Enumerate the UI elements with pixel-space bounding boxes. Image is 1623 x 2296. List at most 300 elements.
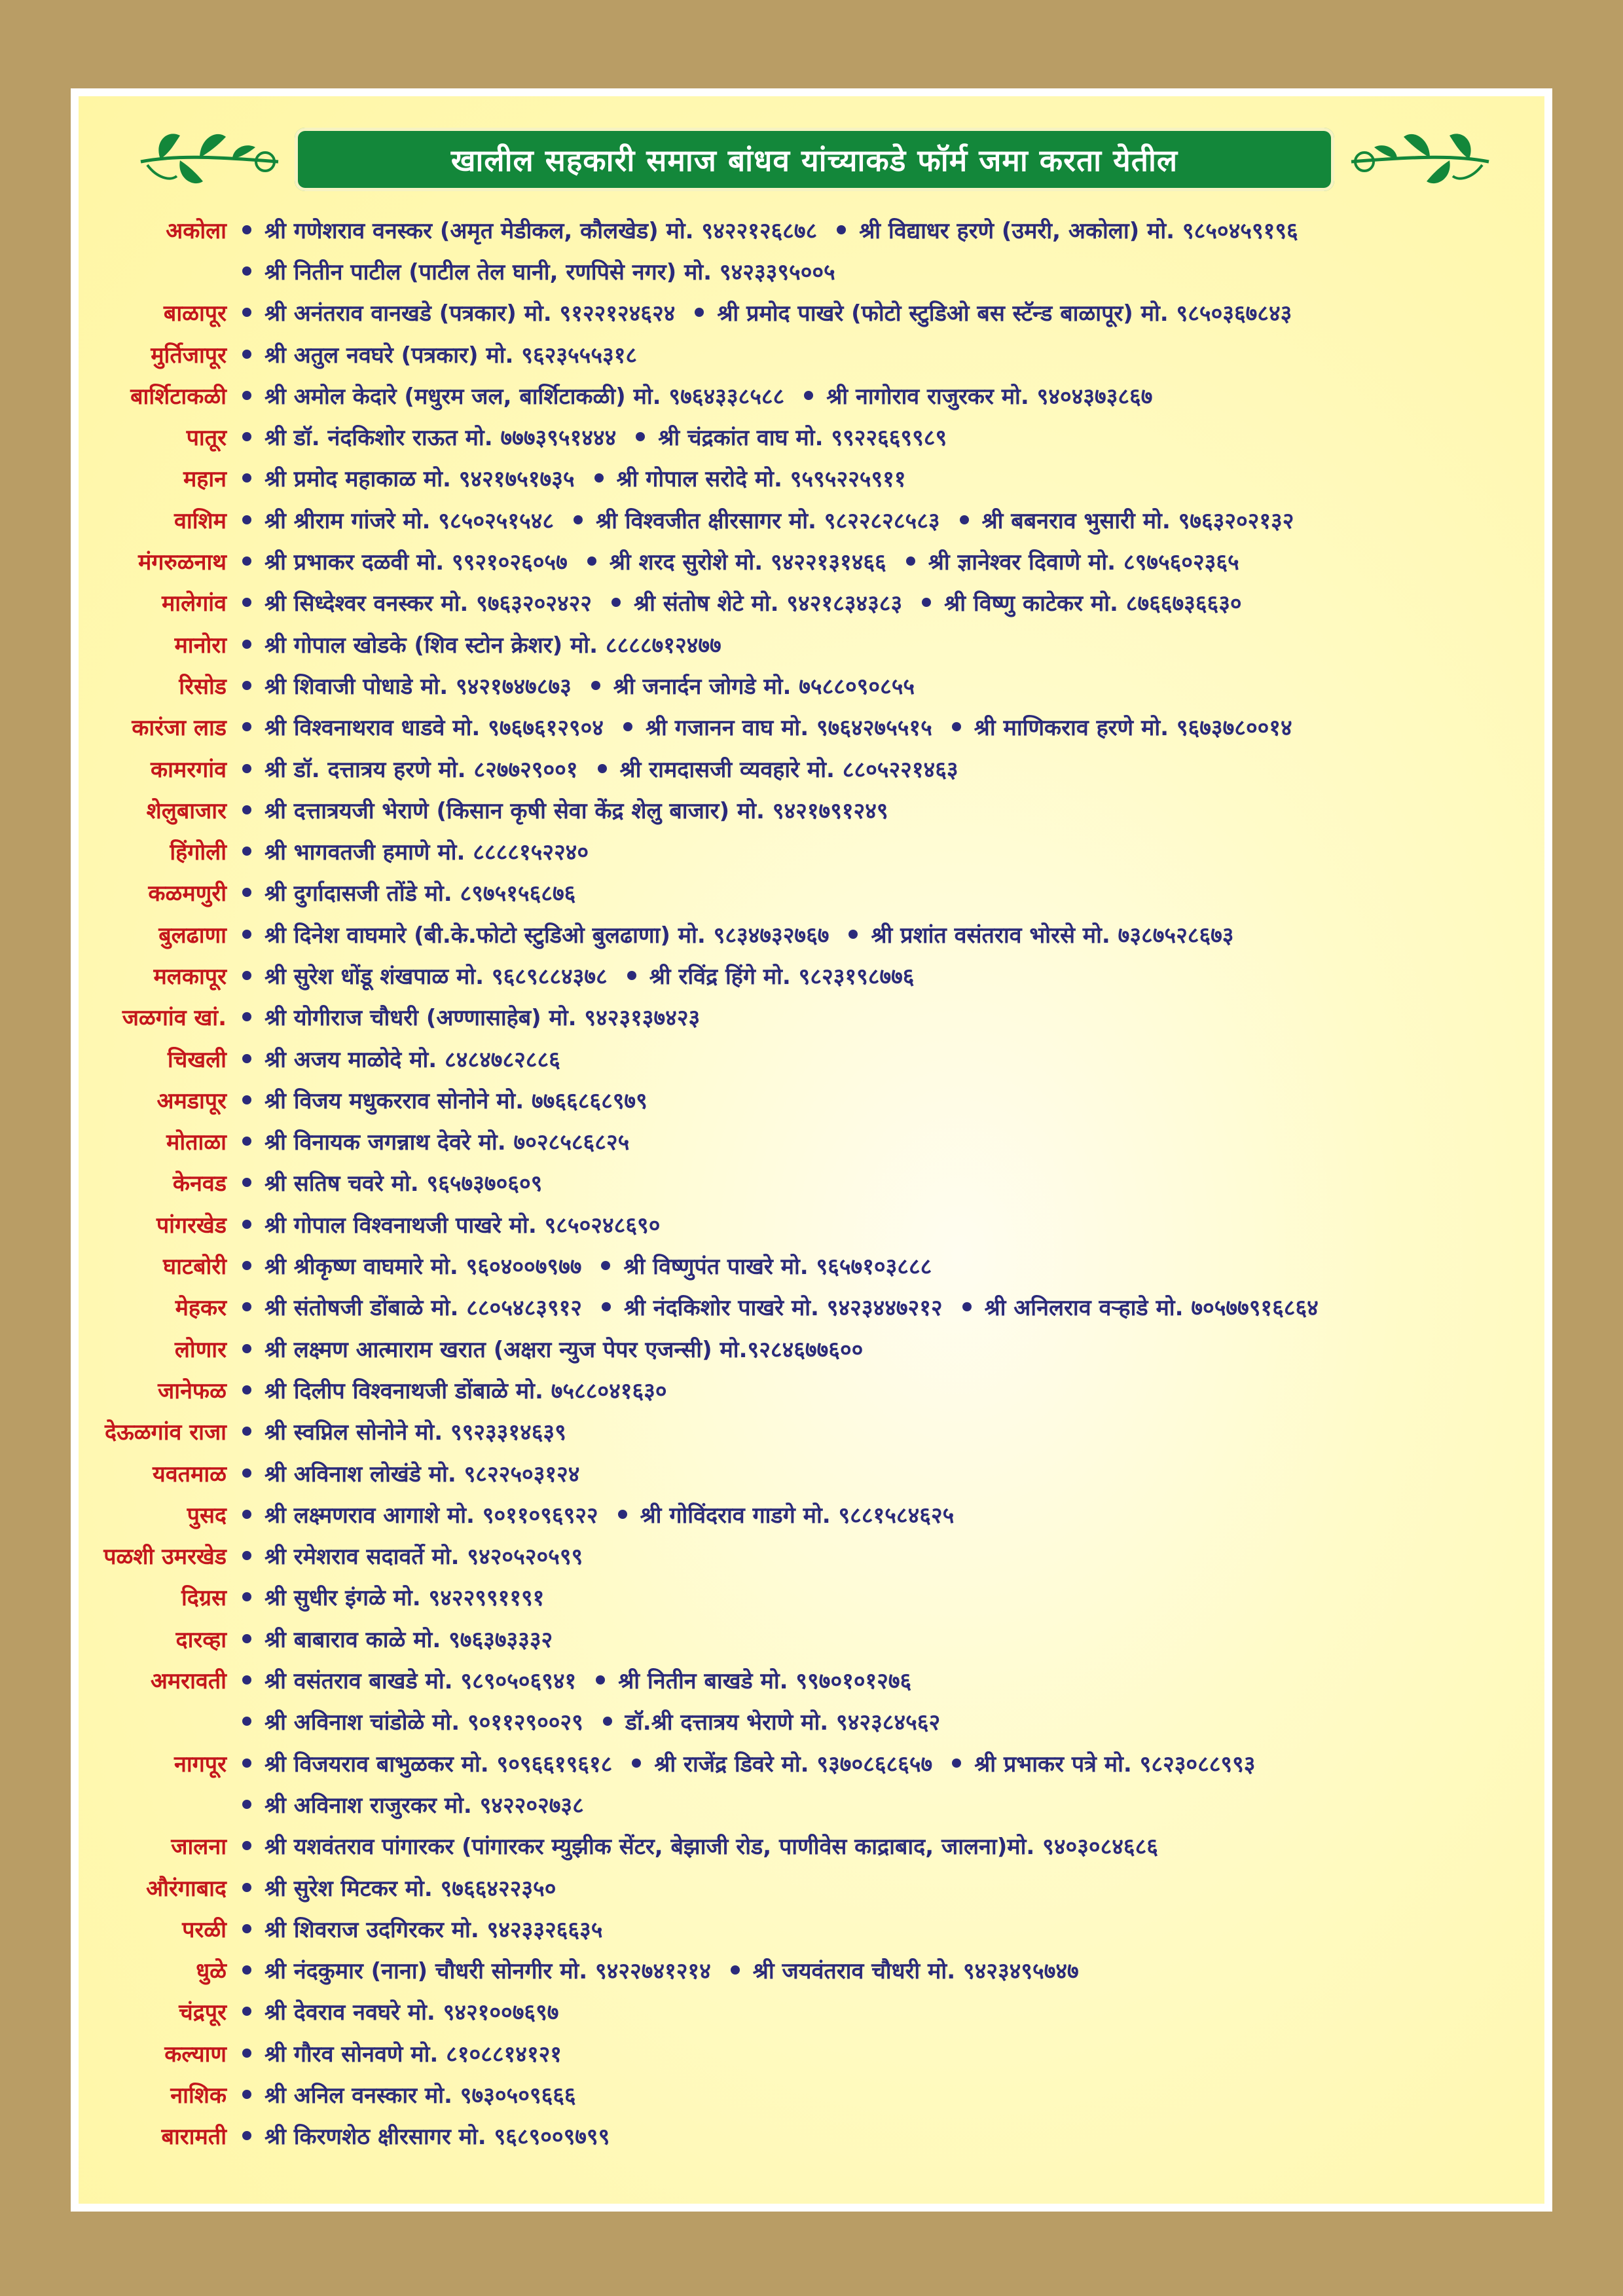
- entries: [242, 1872, 575, 1903]
- bullet-icon: [242, 2049, 251, 2058]
- contact-text: श्री गणेशराव वनस्कर (अमृत मेडीकल, कौलखेड) मो. ९४२२१२६८७८: [264, 217, 818, 244]
- contact-text: श्री वसंतराव बाखडे मो. ९८९०५०६९४१: [264, 1668, 577, 1695]
- place-name: धुळे: [196, 1958, 227, 1985]
- contact-row: [79, 1328, 1544, 1369]
- bullet-icon: [242, 1012, 251, 1021]
- entries: [242, 1996, 578, 2026]
- contact-text: श्री प्रमोद पाखरे (फोटो स्टुडिओ बस स्टॅन्ड बाळापूर) मो. ९८५०३६७८४३: [717, 301, 1292, 327]
- entries: [242, 1334, 883, 1364]
- entries: [242, 2038, 581, 2068]
- contact-entry: [636, 422, 947, 452]
- contact-text: श्री नंदकुमार (नाना) चौधरी सोनगीर मो. ९४२२७४१२१४: [264, 1958, 711, 1985]
- bullet-icon: [242, 1261, 251, 1270]
- bullet-icon: [603, 1717, 612, 1726]
- bullet-icon: [804, 391, 813, 400]
- contact-text: श्री शरद सुरोशे मो. ९४२२१३१४६६: [609, 549, 886, 576]
- contact-row: [79, 665, 1544, 706]
- contact-entry: [242, 1748, 612, 1778]
- contact-row: [79, 1618, 1544, 1659]
- place-name: औरंगाबाद: [146, 1875, 227, 1902]
- place-name: मेहकर: [175, 1295, 227, 1322]
- contact-entry: [242, 1665, 576, 1695]
- place-name: मालेगांव: [161, 591, 227, 617]
- entries: [242, 380, 1172, 410]
- contact-text: श्री सिध्देश्वर वनस्कर मो. ९७६३२०२४२२: [264, 591, 592, 617]
- place-name: कळमणुरी: [148, 881, 227, 907]
- place-name: अकोला: [166, 217, 227, 244]
- contact-entry: [242, 1167, 542, 1197]
- bullet-icon: [242, 266, 251, 276]
- contact-row: [79, 1493, 1544, 1535]
- bullet-icon: [960, 515, 969, 524]
- contact-text: डॉ.श्री दत्तात्रय भेराणे मो. ९४२३८४५६२: [625, 1709, 941, 1736]
- bullet-icon: [636, 432, 645, 441]
- bullet-icon: [601, 1261, 610, 1270]
- entries: [242, 1085, 667, 1115]
- place-name: नाशिक: [170, 2083, 227, 2109]
- contact-row: [79, 292, 1544, 333]
- contact-entry: [602, 1292, 943, 1322]
- entries: [242, 919, 1254, 949]
- bullet-icon: [962, 1302, 972, 1311]
- contact-row: [79, 1783, 1544, 1825]
- contact-text: श्री सतिष चवरे मो. ९६५७३७०६०९: [264, 1171, 543, 1197]
- leaf-ornament-icon: [1345, 116, 1495, 201]
- entries: [242, 1540, 602, 1571]
- contact-entry: [242, 877, 575, 907]
- place-name: मोताळा: [166, 1129, 227, 1156]
- bullet-icon: [242, 1220, 251, 1229]
- place-name: लोणार: [174, 1336, 227, 1363]
- banner-title: खालील सहकारी समाज बांधव यांच्याकडे फॉर्म जमा करता येतील: [295, 128, 1334, 191]
- contact-entry: [242, 1540, 583, 1571]
- bullet-icon: [242, 1717, 251, 1726]
- bullet-icon: [242, 391, 251, 400]
- bullet-icon: [602, 1302, 611, 1311]
- bullet-icon: [574, 515, 583, 524]
- place-name: पुसद: [187, 1502, 227, 1529]
- contact-text: श्री दत्तात्रयजी भेराणे (किसान कृषी सेवा केंद्र शेलु बाजार) मो. ९४२१७९१२४९: [264, 797, 888, 824]
- contact-text: श्री शिवराज उदगिरकर मो. ९४२३३२६६३५: [264, 1916, 603, 1943]
- contact-list: [79, 209, 1544, 2157]
- entries: [242, 1831, 1178, 1861]
- bullet-icon: [242, 1965, 251, 1975]
- contact-entry: [242, 422, 616, 452]
- contact-entry: [242, 2038, 562, 2068]
- entries: [242, 1167, 562, 1197]
- contact-row: [79, 374, 1544, 416]
- bullet-icon: [242, 556, 251, 566]
- contact-entry: [242, 215, 817, 245]
- bullet-icon: [242, 1592, 251, 1601]
- contact-text: श्री अविनाश चांडोळे मो. ९०११२९००२९: [264, 1709, 583, 1736]
- entries: [242, 960, 934, 991]
- contact-entry: [242, 339, 637, 369]
- contact-entry: [242, 960, 608, 991]
- place-name: केनवड: [172, 1171, 227, 1197]
- entries: [242, 587, 1262, 617]
- place-name: पांगरखेड: [156, 1212, 227, 1239]
- entries: [242, 712, 1312, 742]
- contact-entry: [627, 960, 915, 991]
- contact-entry: [242, 297, 675, 327]
- contact-entry: [242, 1375, 667, 1405]
- bullet-icon: [587, 556, 596, 566]
- bullet-icon: [598, 764, 607, 773]
- contact-entry: [242, 256, 835, 286]
- contact-text: श्री किरणशेठ क्षीरसागर मो. ९६८९००९७९९: [264, 2124, 610, 2151]
- contact-text: श्री डॉ. नंदकिशोर राऊत मो. ७७७३९५१४४४: [264, 425, 617, 452]
- bullet-icon: [591, 681, 600, 690]
- contact-text: श्री विष्णुपंत पाखरे मो. ९६५७१०३८८८: [623, 1254, 932, 1281]
- bullet-icon: [242, 1924, 251, 1933]
- contact-text: श्री विजय मधुकरराव सोनोने मो. ७७६६८६८९७९: [264, 1087, 647, 1114]
- entries: [242, 546, 1259, 576]
- place-name: चिखली: [167, 1046, 227, 1073]
- bullet-icon: [242, 225, 251, 234]
- bullet-icon: [242, 681, 251, 690]
- contact-entry: [242, 1044, 560, 1074]
- contact-entry: [598, 754, 958, 784]
- contact-entry: [804, 380, 1152, 410]
- contact-entry: [242, 1706, 583, 1736]
- contact-text: श्री प्रशांत वसंतराव भोरसे मो. ७३८७५२८६७३: [871, 922, 1234, 949]
- place-name: जानेफळ: [158, 1377, 227, 1404]
- contact-text: श्री रामदासजी व्यवहारे मो. ८८०५२२१४६३: [619, 756, 958, 783]
- contact-text: श्री विजयराव बाभुळकर मो. ९०९६६१९६१८: [264, 1751, 613, 1777]
- bullet-icon: [242, 1800, 251, 1809]
- contact-text: श्री विश्वजीत क्षीरसागर मो. ९८२२८२८५८३: [596, 507, 940, 534]
- contact-entry: [242, 380, 784, 410]
- bullet-icon: [242, 1095, 251, 1104]
- contact-text: श्री जयवंतराव चौधरी मो. ९४२३४९५७४७: [752, 1958, 1079, 1985]
- entries: [242, 215, 1318, 245]
- entries: [242, 1624, 572, 1654]
- contact-text: श्री प्रभाकर पत्रे मो. ९८२३०८८९९३: [974, 1751, 1256, 1777]
- contact-text: श्री सुधीर इंगळे मो. ९४२२९९११९१: [264, 1585, 545, 1612]
- contact-text: श्री विद्याधर हरणे (उमरी, अकोला) मो. ९८५०४५९१९६: [859, 217, 1298, 244]
- page-frame: [71, 88, 1552, 2212]
- bullet-icon: [242, 888, 251, 897]
- bullet-icon: [242, 598, 251, 607]
- bullet-icon: [242, 308, 251, 317]
- bullet-icon: [242, 1427, 251, 1436]
- contact-row: [79, 1203, 1544, 1245]
- contact-row: [79, 955, 1544, 996]
- entries: [242, 1250, 951, 1281]
- entries: [242, 1955, 1099, 1985]
- contact-row: [79, 748, 1544, 789]
- entries: [242, 1499, 974, 1529]
- contact-entry: [952, 712, 1292, 742]
- place-name: यवतमाळ: [153, 1461, 227, 1487]
- bullet-icon: [242, 847, 251, 856]
- place-name: दारव्हा: [175, 1626, 227, 1653]
- entries: [242, 1375, 687, 1405]
- contact-entry: [601, 1250, 932, 1281]
- place-name: चंद्रपूर: [179, 1999, 227, 2026]
- entries: [242, 1706, 960, 1736]
- entries: [242, 2079, 596, 2109]
- contact-text: श्री प्रमोद महाकाळ मो. ९४२१७५१७३५: [264, 466, 575, 493]
- entries: [242, 1292, 1338, 1322]
- place-name: रिसोड: [179, 673, 227, 700]
- contact-text: श्री प्रभाकर दळवी मो. ९९२१०२६०५७: [264, 549, 568, 576]
- entries: [242, 1458, 599, 1488]
- contact-entry: [242, 546, 568, 576]
- contact-entry: [242, 836, 589, 866]
- entries: [242, 877, 595, 907]
- contact-text: श्री अमोल केदारे (मधुरम जल, बार्शिटाकळी) मो. ९७६४३३८५८८: [264, 383, 785, 410]
- contact-entry: [242, 919, 829, 949]
- contact-entry: [242, 795, 888, 825]
- contact-row: [79, 1825, 1544, 1867]
- contact-entry: [242, 505, 554, 535]
- place-name: पळशी उमरखेड: [103, 1544, 227, 1571]
- contact-row: [79, 1245, 1544, 1286]
- contact-text: श्री अविनाश लोखंडे मो. ९८२२५०३१२४: [264, 1461, 580, 1487]
- contact-text: श्री गोविंदराव गाडगे मो. ९८८१५८४६२५: [640, 1502, 955, 1529]
- contact-entry: [242, 629, 721, 659]
- contact-entry: [242, 1126, 629, 1156]
- bullet-icon: [242, 2131, 251, 2140]
- contact-text: श्री डॉ. दत्तात्रय हरणे मो. ८२७७२९००१: [264, 756, 578, 783]
- contact-row: [79, 2073, 1544, 2115]
- contact-entry: [960, 505, 1294, 535]
- place-name: देऊळगांव राजा: [104, 1419, 227, 1446]
- bullet-icon: [632, 1758, 641, 1768]
- bullet-icon: [242, 1137, 251, 1146]
- contact-entry: [603, 1706, 940, 1736]
- contact-row: [79, 333, 1544, 374]
- contact-row: [79, 1742, 1544, 1783]
- place-name: वाशिम: [174, 507, 227, 534]
- contact-row: [79, 1079, 1544, 1120]
- contact-text: श्री जनार्दन जोगडे मो. ७५८८०९०८५५: [613, 673, 915, 700]
- entries: [242, 1002, 720, 1032]
- contact-entry: [242, 1002, 700, 1032]
- entries: [242, 1126, 649, 1156]
- entries: [242, 339, 657, 369]
- bullet-icon: [242, 2090, 251, 2099]
- contact-text: श्री राजेंद्र डिवरे मो. ९३७०८६८६५७: [654, 1751, 933, 1777]
- place-name: शेलुबाजार: [146, 797, 227, 824]
- contact-text: श्री नंदकिशोर पाखरे मो. ९४२३४४७२१२: [624, 1295, 943, 1322]
- contact-entry: [242, 1499, 598, 1529]
- entries: [242, 256, 855, 286]
- contact-text: श्री संतोषजी डोंबाळे मो. ८८०५४८३९१२: [264, 1295, 582, 1322]
- contact-row: [79, 1659, 1544, 1700]
- place-name: बाळापूर: [163, 301, 227, 327]
- entries: [242, 1416, 586, 1446]
- contact-text: श्री ज्ञानेश्वर दिवाणे मो. ८९७५६०२३६५: [928, 549, 1239, 576]
- contact-entry: [242, 712, 604, 742]
- bullet-icon: [242, 1758, 251, 1768]
- leaf-ornament-icon: [134, 116, 285, 201]
- contact-row: [79, 2115, 1544, 2157]
- entries: [242, 1914, 622, 1944]
- contact-row: [79, 623, 1544, 665]
- contact-text: श्री योगीराज चौधरी (अण्णासाहेब) मो. ९४२३१३७४२३: [264, 1005, 701, 1032]
- place-name: बारामती: [161, 2124, 227, 2151]
- contact-entry: [242, 2079, 576, 2109]
- place-name: दिग्रस: [181, 1585, 227, 1612]
- bullet-icon: [618, 1510, 627, 1519]
- place-name: मानोरा: [174, 632, 227, 659]
- contact-text: श्री अनिलराव वऱ्हाडे मो. ७०५७७९१६८६४: [984, 1295, 1319, 1322]
- place-name: पातूर: [186, 425, 227, 452]
- contact-entry: [242, 1914, 602, 1944]
- bullet-icon: [848, 930, 858, 939]
- contact-row: [79, 872, 1544, 913]
- contact-text: श्री दिनेश वाघमारे (बी.के.फोटो स्टुडिओ बुलढाणा) मो. ९८३४७३२७६७: [264, 922, 830, 949]
- contact-entry: [242, 1334, 863, 1364]
- bullet-icon: [242, 722, 251, 731]
- bullet-icon: [242, 930, 251, 939]
- entries: [242, 1209, 680, 1239]
- content-panel: [79, 96, 1544, 2204]
- place-name: कारंजा लाड: [132, 715, 227, 742]
- contact-text: श्री गोपाल सरोदे मो. ९५९५२२५९११: [616, 466, 906, 493]
- contact-row: [79, 1162, 1544, 1203]
- contact-text: श्री गोपाल विश्वनाथजी पाखरे मो. ९८५०२४८६९०: [264, 1212, 661, 1239]
- bullet-icon: [627, 971, 636, 980]
- entries: [242, 670, 934, 701]
- bullet-icon: [242, 1054, 251, 1063]
- place-name: परळी: [182, 1916, 227, 1943]
- contact-text: श्री नागोराव राजुरकर मो. ९४०४३७३८६७: [826, 383, 1153, 410]
- contact-entry: [632, 1748, 932, 1778]
- contact-text: श्री नितीन पाटील (पाटील तेल घानी, रणपिसे नगर) मो. ९४२३३९५००५: [264, 259, 835, 285]
- contact-entry: [591, 670, 915, 701]
- bullet-icon: [242, 1551, 251, 1560]
- contact-row: [79, 458, 1544, 499]
- bullet-icon: [594, 473, 604, 483]
- contact-text: श्री नितीन बाखडे मो. ९९७०१०१२७६: [618, 1668, 912, 1695]
- place-name: मुर्तिजापूर: [151, 342, 227, 369]
- bullet-icon: [837, 225, 846, 234]
- contact-text: श्री अजय माळोदे मो. ८४८४७८२८८६: [264, 1046, 560, 1073]
- contact-entry: [242, 1996, 558, 2026]
- entries: [242, 422, 966, 452]
- contact-entry: [242, 1209, 660, 1239]
- contact-text: श्री अनिल वनस्कार मो. ९७३०५०९६६६: [264, 2083, 576, 2109]
- place-name: मलकापूर: [153, 963, 227, 990]
- entries: [242, 1582, 564, 1612]
- bullet-icon: [596, 1675, 605, 1685]
- contact-row: [79, 250, 1544, 291]
- contact-text: श्री गौरव सोनवणे मो. ८१०८८१४१२१: [264, 2041, 562, 2068]
- contact-entry: [962, 1292, 1319, 1322]
- contact-text: श्री यशवंतराव पांगारकर (पांगारकर म्युझीक सेंटर, बेझाजी रोड, पाणीवेस काद्राबाद, जालना)मो. ९४०३०८४६८६: [264, 1834, 1158, 1861]
- contact-entry: [242, 1831, 1158, 1861]
- entries: [242, 505, 1313, 535]
- contact-text: श्री रविंद्र हिंगे मो. ९८२३१९८७७६: [649, 963, 915, 990]
- contact-text: श्री श्रीराम गांजरे मो. ९८५०२५१५४८: [264, 507, 555, 534]
- contact-entry: [242, 1789, 584, 1819]
- bullet-icon: [242, 1675, 251, 1685]
- contact-text: श्री अतुल नवघरे (पत्रकार) मो. ९६२३५५५३१८: [264, 342, 638, 369]
- contact-entry: [596, 1665, 911, 1695]
- contact-entry: [242, 2121, 610, 2151]
- bullet-icon: [242, 1510, 251, 1519]
- contact-entry: [922, 587, 1241, 617]
- contact-text: श्री भागवतजी हमाणे मो. ८८८८१५२२४०: [264, 839, 589, 866]
- contact-text: श्री चंद्रकांत वाघ मो. ९९२२६६९९८९: [658, 425, 947, 452]
- contact-row: [79, 1121, 1544, 1162]
- contact-text: श्री दिलीप विश्वनाथजी डोंबाळे मो. ७५८८०४१६३०: [264, 1377, 667, 1404]
- bullet-icon: [242, 805, 251, 814]
- entries: [242, 1665, 931, 1695]
- contact-entry: [623, 712, 932, 742]
- contact-text: श्री बबनराव भुसारी मो. ९७६३२०२१३२: [981, 507, 1294, 534]
- contact-row: [79, 499, 1544, 540]
- bullet-icon: [242, 515, 251, 524]
- contact-text: श्री विश्वनाथराव धाडवे मो. ९७६७६१२९०४: [264, 715, 604, 742]
- contact-entry: [242, 1582, 544, 1612]
- place-name: मंगरुळनाथ: [137, 549, 227, 576]
- contact-row: [79, 1908, 1544, 1949]
- contact-entry: [242, 1872, 556, 1903]
- contact-row: [79, 540, 1544, 581]
- contact-entry: [848, 919, 1233, 949]
- contact-entry: [618, 1499, 955, 1529]
- contact-text: श्री रमेशराव सदावर्ते मो. ९४२०५२०५९९: [264, 1544, 583, 1571]
- bullet-icon: [242, 1178, 251, 1187]
- contact-row: [79, 706, 1544, 748]
- bullet-icon: [611, 598, 621, 607]
- bullet-icon: [623, 722, 632, 731]
- entries: [242, 629, 741, 659]
- contact-text: श्री देवराव नवघरे मो. ९४२१००७६९७: [264, 1999, 559, 2026]
- place-name: नागपूर: [173, 1751, 227, 1777]
- contact-row: [79, 789, 1544, 830]
- contact-text: श्री सुरेश मिटकर मो. ९७६६४२२३५०: [264, 1875, 556, 1902]
- place-name: बार्शिटाकळी: [130, 383, 227, 410]
- contact-entry: [242, 587, 592, 617]
- contact-entry: [242, 1085, 647, 1115]
- bullet-icon: [242, 1468, 251, 1478]
- contact-entry: [906, 546, 1239, 576]
- bullet-icon: [922, 598, 931, 607]
- place-name: हिंगोली: [170, 839, 227, 866]
- contact-text: श्री गोपाल खोडके (शिव स्टोन क्रेशर) मो. ८८८८७१२४७७: [264, 632, 721, 659]
- bullet-icon: [242, 1385, 251, 1394]
- bullet-icon: [242, 432, 251, 441]
- place-name: कल्याण: [164, 2041, 227, 2068]
- contact-row: [79, 913, 1544, 955]
- contact-row: [79, 1369, 1544, 1410]
- bullet-icon: [906, 556, 915, 566]
- contact-entry: [242, 670, 572, 701]
- contact-text: श्री विष्णु काटेकर मो. ८७६६७३६६३०: [944, 591, 1242, 617]
- entries: [242, 2121, 629, 2151]
- contact-row: [79, 1452, 1544, 1493]
- bullet-icon: [242, 1344, 251, 1353]
- contact-entry: [242, 1250, 581, 1281]
- contact-text: श्री सुरेश धोंडू शंखपाळ मो. ९६८९८८४३७८: [264, 963, 608, 990]
- place-name: कामरगांव: [150, 756, 227, 783]
- contact-text: श्री शिवाजी पोधाडे मो. ९४२१७४७८७३: [264, 673, 572, 700]
- contact-row: [79, 1411, 1544, 1452]
- contact-entry: [242, 1458, 579, 1488]
- contact-entry: [695, 297, 1292, 327]
- entries: [242, 795, 908, 825]
- place-name: जालना: [171, 1834, 227, 1861]
- contact-row: [79, 1038, 1544, 1079]
- place-name: अमडापूर: [156, 1087, 227, 1114]
- contact-entry: [574, 505, 940, 535]
